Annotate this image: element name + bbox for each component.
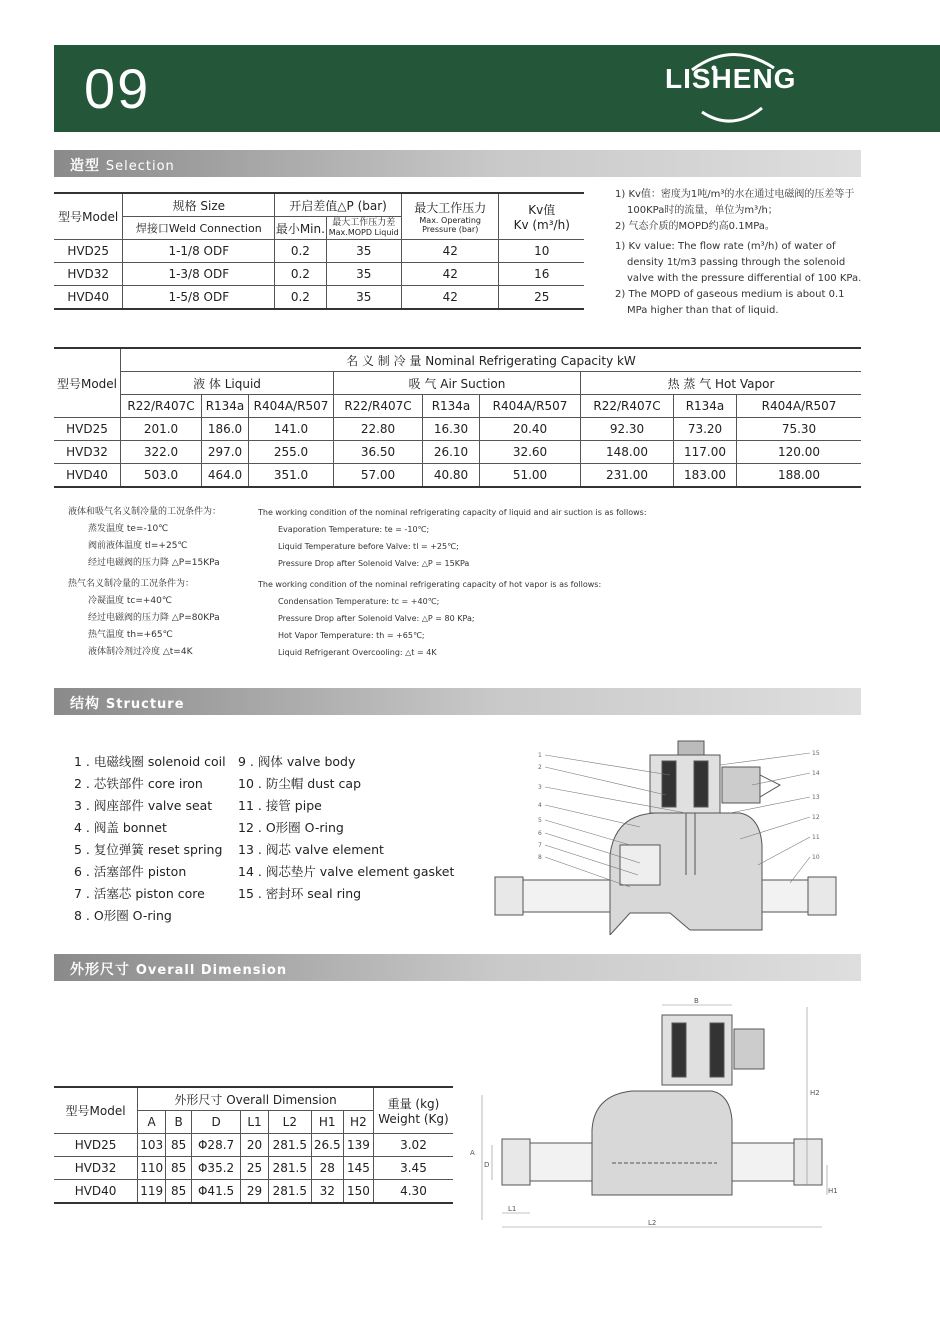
header-banner	[54, 45, 940, 132]
callout-8: 8	[538, 854, 542, 861]
table-row: HVD32 322.0 297.0 255.0 36.50 26.10 32.60 148.00 117.00 120.00	[54, 441, 861, 464]
size-header: 规格 Size	[123, 193, 275, 217]
dim-label-h2: H2	[810, 1089, 820, 1097]
group-air-suction: 吸 气 Air Suction	[334, 372, 581, 395]
list-item: 14 . 阀芯垫片 valve element gasket	[238, 864, 455, 879]
selection-table	[54, 192, 584, 310]
max-op-header: 最大工作压力 Max. Operating Pressure (bar)	[401, 193, 499, 240]
list-item: 15 . 密封环 seal ring	[238, 886, 362, 901]
dim-label-h1: H1	[828, 1187, 838, 1195]
conditions-zh: 液体和吸气名义制冷量的工况条件为： 蒸发温度 te=-10℃ 阀前液体温度 tl=+25℃ 经过电磁阀的压力降 △P=15KPa 热气名义制冷量的工况条件为： 冷凝温度 tc=+40℃ 经过电磁阀的压力降 △P=80KPa 热气温度 th=+65℃ 液体制冷剂过冷度 △t=4K	[68, 507, 222, 657]
callout-5: 5	[538, 817, 542, 824]
parts-list-left	[74, 751, 244, 927]
callout-14: 14	[812, 770, 820, 777]
callout-1: 1	[538, 752, 542, 759]
list-item: 8 . O形圈 O-ring	[74, 908, 172, 923]
callout-12: 12	[812, 814, 820, 821]
dim-label-a: A	[470, 1149, 475, 1157]
list-item: 4 . 阀盖 bonnet	[74, 820, 167, 835]
callout-13: 13	[812, 794, 820, 801]
callout-10: 10	[812, 854, 820, 861]
valve-structure-drawing	[490, 735, 860, 935]
dim-label-b: B	[694, 997, 699, 1005]
capacity-title: 名 义 制 冷 量 Nominal Refrigerating Capacity kW	[121, 348, 862, 372]
group-liquid: 液 体 Liquid	[121, 372, 334, 395]
model-header: 型号Model	[54, 1087, 138, 1134]
dimension-table: 型号Model 外形尺寸 Overall Dimension 重量 (kg) Weight (Kg) A B D L1 L2 H1 H2 HVD25 103 85 Φ28.7 20 281.5 26.5 139 3.02 HVD32 110 85 Φ35.2 25 281.5 28 145 3.45 HVD40 119 85 Φ41.5 29 281.5 32 150 4.30	[54, 1086, 453, 1204]
selection-notes: 1) Kv值：密度为1吨/m³的水在通过电磁阀的压差等于 100KPa时的流量，单位为m³/h； 2) 气态介质的MOPD约高0.1MPa。 1) Kv value: The flow rate (m³/h) of water of density 1t/m3 passing through the solenoid valve with the pressure differential of 100 KPa. 2) The MOPD of gaseous medium is about 0.1 MPa higher than that of liquid.	[615, 189, 862, 316]
page-number: 09	[84, 57, 151, 120]
table-row: HVD40 1-5/8 ODF 0.2 35 42 25	[54, 286, 584, 310]
dim-label-d: D	[484, 1161, 490, 1169]
callout-4: 4	[538, 802, 542, 809]
parts-list-right	[238, 751, 458, 905]
table-row: HVD32 110 85 Φ35.2 25 281.5 28 145 3.45	[54, 1157, 453, 1180]
list-item: 1 . 电磁线圈 solenoid coil	[74, 754, 226, 769]
list-item: 7 . 活塞芯 piston core	[74, 886, 205, 901]
weld-header: 焊接口Weld Connection	[123, 217, 275, 240]
callout-11: 11	[812, 834, 820, 841]
table-row: HVD25 201.0 186.0 141.0 22.80 16.30 20.40 92.30 73.20 75.30	[54, 418, 861, 441]
callout-2: 2	[538, 764, 542, 771]
dim-label-l1: L1	[508, 1205, 517, 1213]
model-header: 型号Model	[54, 193, 123, 240]
callout-15: 15	[812, 750, 820, 757]
min-header: 最小Min.	[275, 217, 326, 240]
model-header: 型号Model	[54, 348, 121, 418]
list-item: 12 . O形圈 O-ring	[238, 820, 344, 835]
list-item: 5 . 复位弹簧 reset spring	[74, 842, 223, 857]
dp-header: 开启差值△P (bar)	[275, 193, 402, 217]
brand-name: LISHENG	[665, 63, 797, 94]
list-item: 10 . 防尘帽 dust cap	[238, 776, 362, 791]
section-bar-selection	[54, 150, 861, 177]
list-item: 3 . 阀座部件 valve seat	[74, 798, 213, 813]
valve-dimension-drawing	[462, 995, 842, 1240]
list-item: 9 . 阀体 valve body	[238, 754, 356, 769]
section-title-dimension: 外形尺寸 Overall Dimension	[70, 962, 288, 978]
callout-6: 6	[538, 830, 542, 837]
table-row: HVD25 103 85 Φ28.7 20 281.5 26.5 139 3.02	[54, 1134, 453, 1157]
list-item: 11 . 接管 pipe	[238, 798, 322, 813]
dim-label-l2: L2	[648, 1219, 657, 1227]
table-row: HVD40 503.0 464.0 351.0 57.00 40.80 51.00 231.00 183.00 188.00	[54, 464, 861, 488]
section-title-selection: 造型 Selection	[70, 158, 175, 174]
capacity-table: 型号Model 名 义 制 冷 量 Nominal Refrigerating Capacity kW 液 体 Liquid 吸 气 Air Suction 热 蒸 气 Hot Vapor R22/R407C R134a R404A/R507 R22/R407C R134a R404A/R507 R22/R407C R134a R404A/R507 HVD25 201.0 186.0 141.0 22.80 16.30 20.40 92.30 73.20 75.30 HVD32 322.0 297.0 255.0 36.50 26.10 32.60 148.00 117.00 120.00 HVD40 503.0 464.0 351.0 57.00 40.80 51.00 231.00 183.00 188.00	[54, 347, 861, 488]
callout-7: 7	[538, 842, 542, 849]
mopd-header: 最大工作压力差 Max.MOPD Liquid	[326, 217, 401, 240]
list-item: 2 . 芯铁部件 core iron	[74, 776, 203, 791]
conditions-en: The working condition of the nominal refrigerating capacity of liquid and air suction is as follows: Evaporation Temperature: te = -10℃; Liquid Temperature before Valve: tl = +25℃; Pressure Drop after Solenoid Valve: △P = 15KPa The working condition of the nominal refrigerating capacity of hot vapor is as follows: Condensation Temperature: tc = +40℃; Pressure Drop after Solenoid Valve: △P = 80 KPa; Hot Vapor Temperature: th = +65℃; Liquid Refrigerant Overcooling: △t = 4K	[258, 508, 647, 657]
table-row: HVD32 1-3/8 ODF 0.2 35 42 16	[54, 263, 584, 286]
list-item: 6 . 活塞部件 piston	[74, 864, 187, 879]
group-hot-vapor: 热 蒸 气 Hot Vapor	[581, 372, 862, 395]
table-row: HVD40 119 85 Φ41.5 29 281.5 32 150 4.30	[54, 1180, 453, 1204]
table-row: HVD25 1-1/8 ODF 0.2 35 42 10	[54, 240, 584, 263]
weight-header: 重量 (kg) Weight (Kg)	[373, 1087, 453, 1134]
dimension-title: 外形尺寸 Overall Dimension	[138, 1087, 374, 1111]
section-title-structure: 结构 Structure	[70, 696, 185, 712]
callout-3: 3	[538, 784, 542, 791]
list-item: 13 . 阀芯 valve element	[238, 842, 384, 857]
kv-header: Kv值 Kv (m³/h)	[499, 193, 584, 240]
